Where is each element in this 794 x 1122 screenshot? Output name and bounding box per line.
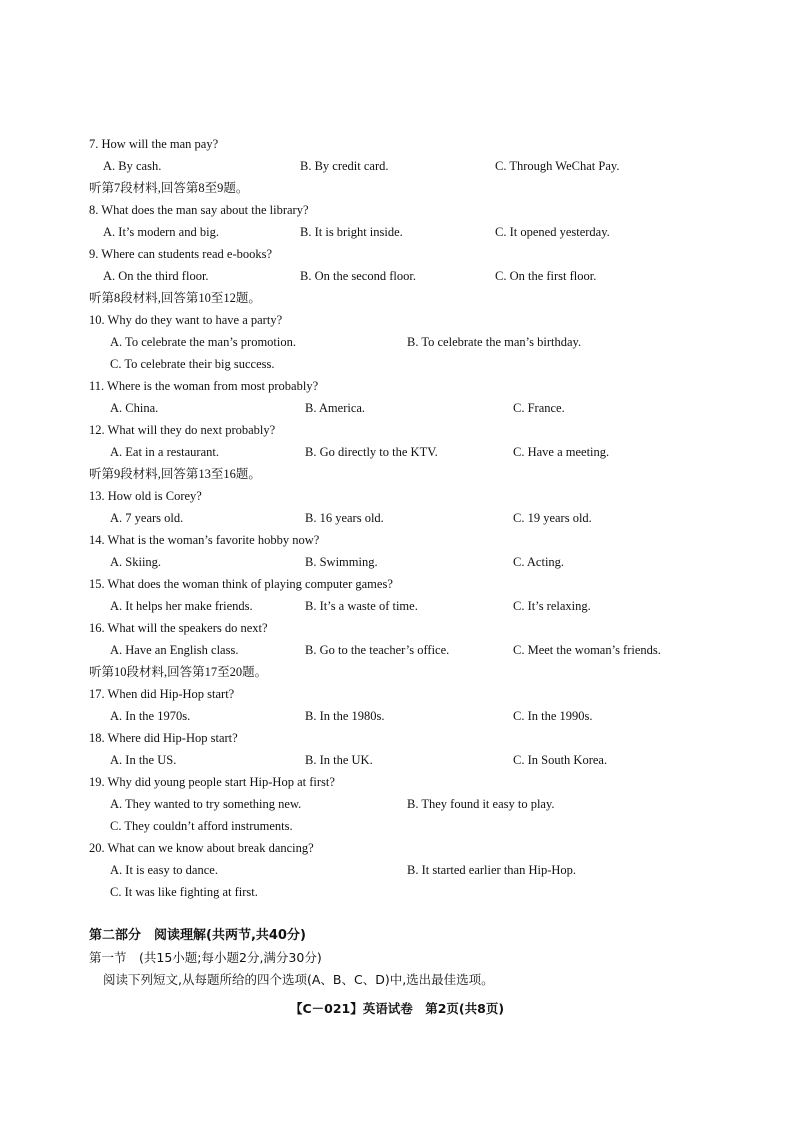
question-stem: 19. Why did young people start Hip-Hop at first? <box>89 775 335 789</box>
instruction-10 <box>0 661 794 683</box>
option-a: A. 7 years old. <box>110 511 184 525</box>
question-7 <box>0 133 794 155</box>
option-c: C. Have a meeting. <box>513 445 610 459</box>
option-b: B. Swimming. <box>305 555 378 569</box>
option-c: C. In the 1990s. <box>513 709 593 723</box>
question-19 <box>0 771 794 793</box>
options-19-row1 <box>0 793 794 815</box>
question-stem: 20. What can we know about break dancing? <box>89 841 314 855</box>
options-13 <box>0 507 794 529</box>
options-19-row2 <box>0 815 794 837</box>
options-10-row1 <box>0 331 794 353</box>
option-c: C. They couldn’t afford instruments. <box>110 819 293 833</box>
option-c: C. 19 years old. <box>513 511 592 525</box>
option-b: B. In the 1980s. <box>305 709 385 723</box>
section-subheading <box>0 947 794 969</box>
option-a: A. It’s modern and big. <box>103 225 219 239</box>
option-b: B. It started earlier than Hip-Hop. <box>407 863 577 877</box>
part2-title: 第二部分 阅读理解(共两节,共40分) <box>89 928 306 943</box>
instruction-text: 听第9段材料,回答第13至16题。 <box>89 467 261 481</box>
option-a: A. To celebrate the man’s promotion. <box>110 335 296 349</box>
option-a: A. China. <box>110 401 159 415</box>
option-c: C. On the first floor. <box>495 269 597 283</box>
option-c: C. Meet the woman’s friends. <box>513 643 661 657</box>
option-b: B. It’s a waste of time. <box>305 599 418 613</box>
question-stem: 13. How old is Corey? <box>89 489 202 503</box>
question-stem: 8. What does the man say about the library? <box>89 203 309 217</box>
option-a: A. They wanted to try something new. <box>110 797 302 811</box>
question-stem: 18. Where did Hip-Hop start? <box>89 731 238 745</box>
page-footer <box>0 998 794 1020</box>
instruction-7 <box>0 177 794 199</box>
question-9 <box>0 243 794 265</box>
question-stem: 10. Why do they want to have a party? <box>89 313 283 327</box>
option-a: A. Skiing. <box>110 555 162 569</box>
option-a: A. In the US. <box>110 753 177 767</box>
question-8 <box>0 199 794 221</box>
option-b: B. To celebrate the man’s birthday. <box>407 335 582 349</box>
option-b: B. Go directly to the KTV. <box>305 445 438 459</box>
footer-text: 【C－021】英语试卷 第2页(共8页) <box>289 1001 505 1016</box>
instruction-text: 听第7段材料,回答第8至9题。 <box>89 181 249 195</box>
section-heading <box>0 925 794 947</box>
question-16 <box>0 617 794 639</box>
option-c: C. It opened yesterday. <box>495 225 610 239</box>
option-b: B. They found it easy to play. <box>407 797 555 811</box>
option-a: A. In the 1970s. <box>110 709 191 723</box>
question-13 <box>0 485 794 507</box>
options-17 <box>0 705 794 727</box>
options-14 <box>0 551 794 573</box>
part2-subtitle: 第一节 (共15小题;每小题2分,满分30分) <box>89 950 322 965</box>
question-stem: 7. How will the man pay? <box>89 137 219 151</box>
instruction-text: 听第8段材料,回答第10至12题。 <box>89 291 261 305</box>
question-stem: 17. When did Hip-Hop start? <box>89 687 235 701</box>
option-a: A. Eat in a restaurant. <box>110 445 219 459</box>
options-8 <box>0 221 794 243</box>
option-c: C. It was like fighting at first. <box>110 885 258 899</box>
question-15 <box>0 573 794 595</box>
option-a: A. It is easy to dance. <box>110 863 218 877</box>
question-stem: 12. What will they do next probably? <box>89 423 276 437</box>
option-c: C. To celebrate their big success. <box>110 357 275 371</box>
question-14 <box>0 529 794 551</box>
option-a: A. Have an English class. <box>110 643 239 657</box>
question-17 <box>0 683 794 705</box>
question-stem: 9. Where can students read e-books? <box>89 247 273 261</box>
option-b: B. By credit card. <box>300 159 389 173</box>
option-b: B. Go to the teacher’s office. <box>305 643 450 657</box>
question-stem: 14. What is the woman’s favorite hobby now? <box>89 533 320 547</box>
option-b: B. In the UK. <box>305 753 373 767</box>
option-c: C. In South Korea. <box>513 753 608 767</box>
options-9 <box>0 265 794 287</box>
option-a: A. By cash. <box>103 159 162 173</box>
question-stem: 11. Where is the woman from most probably? <box>89 379 319 393</box>
option-c: C. Through WeChat Pay. <box>495 159 620 173</box>
option-b: B. On the second floor. <box>300 269 416 283</box>
option-a: A. It helps her make friends. <box>110 599 253 613</box>
section-directions <box>0 969 794 991</box>
options-18 <box>0 749 794 771</box>
question-stem: 15. What does the woman think of playing computer games? <box>89 577 393 591</box>
option-c: C. Acting. <box>513 555 565 569</box>
part2-directions: 阅读下列短文,从每题所给的四个选项(A、B、C、D)中,选出最佳选项。 <box>103 972 494 987</box>
options-15 <box>0 595 794 617</box>
option-b: B. America. <box>305 401 366 415</box>
options-11 <box>0 397 794 419</box>
question-20 <box>0 837 794 859</box>
options-16 <box>0 639 794 661</box>
instruction-text: 听第10段材料,回答第17至20题。 <box>89 665 268 679</box>
options-12 <box>0 441 794 463</box>
options-10-row2 <box>0 353 794 375</box>
question-11 <box>0 375 794 397</box>
options-7 <box>0 155 794 177</box>
instruction-8 <box>0 287 794 309</box>
options-20-row1 <box>0 859 794 881</box>
options-20-row2 <box>0 881 794 903</box>
question-stem: 16. What will the speakers do next? <box>89 621 268 635</box>
instruction-9 <box>0 463 794 485</box>
question-12 <box>0 419 794 441</box>
option-a: A. On the third floor. <box>103 269 209 283</box>
option-b: B. It is bright inside. <box>300 225 403 239</box>
option-c: C. It’s relaxing. <box>513 599 591 613</box>
option-c: C. France. <box>513 401 565 415</box>
question-10 <box>0 309 794 331</box>
question-18 <box>0 727 794 749</box>
option-b: B. 16 years old. <box>305 511 384 525</box>
